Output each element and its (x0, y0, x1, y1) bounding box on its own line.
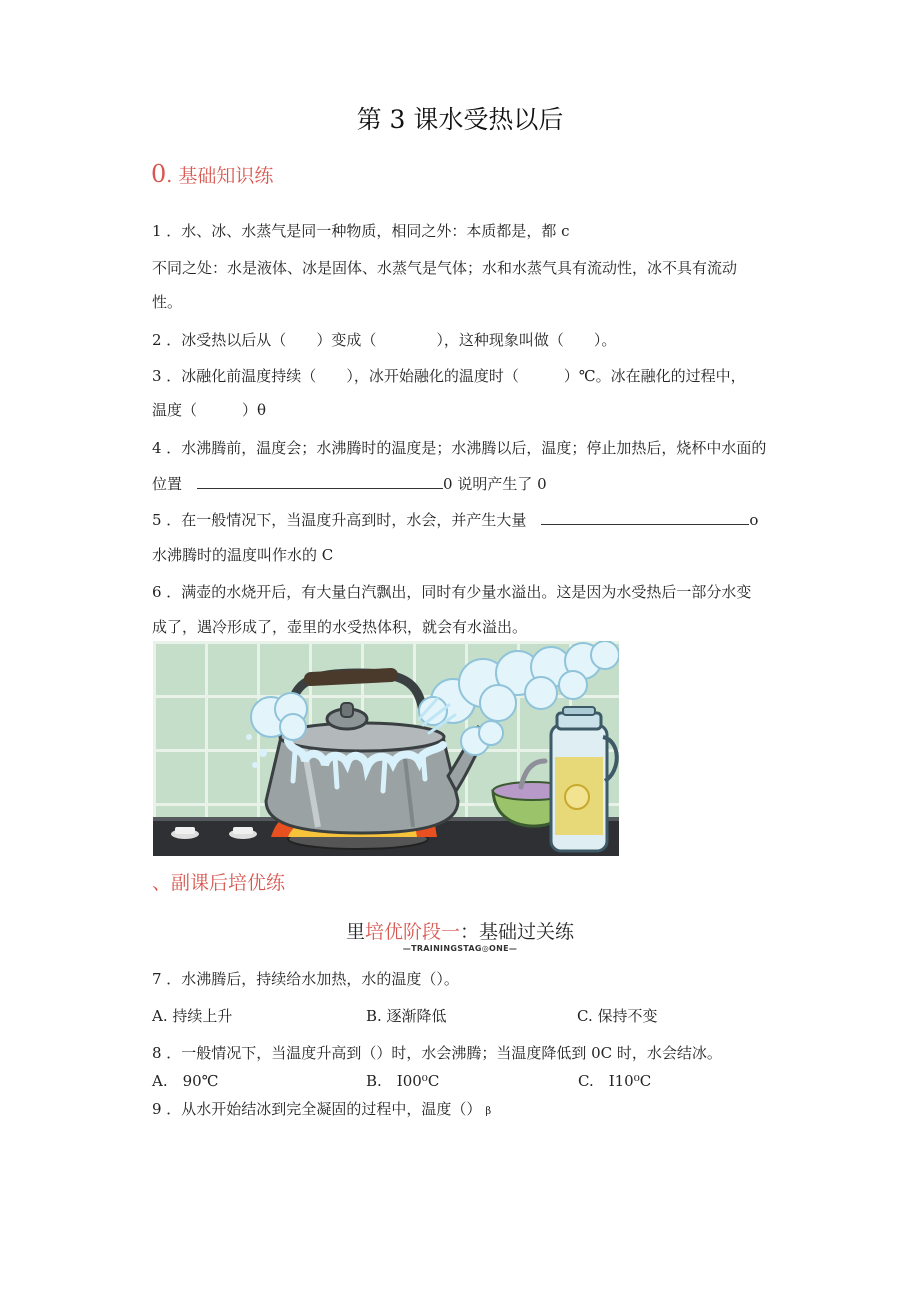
question-6-line-1: 6 ．满壶的水烧开后，有大量白汽飘出，同时有少量水溢出。这是因为水受热后一部分水变 (152, 583, 752, 601)
answer-blank[interactable] (541, 510, 749, 525)
question-7: 7 ．水沸腾后，持续给水加热，水的温度（）。 (152, 970, 459, 988)
question-9 (152, 1099, 491, 1122)
question-4-line-1: 4 ．水沸腾前，温度会；水沸腾时的温度是；水沸腾以后，温度；停止加热后，烧杯中水面的 (152, 439, 767, 457)
question-9-text: 9 ．从水开始结冰到完全凝固的过程中，温度（） (152, 1100, 482, 1118)
question-7-option-c[interactable]: C. 保持不变 (577, 1007, 658, 1025)
question-8: 8 ．一般情况下，当温度升高到（）时，水会沸腾；当温度降低到 0C 时，水会结冰。 (152, 1044, 722, 1062)
question-4-prefix: 位置 (152, 475, 183, 493)
question-6-line-2: 成了，遇冷形成了，壶里的水受热体积，就会有水溢出。 (152, 618, 528, 636)
question-5-line-2: 水沸腾时的温度叫作水的 C (152, 546, 334, 564)
question-9-tail: β (485, 1106, 492, 1117)
stage-label-red: 培优阶段一 (364, 921, 460, 943)
stage-label-rest: ：基础过关练 (460, 921, 575, 943)
answer-blank[interactable] (197, 474, 443, 489)
question-5-line-1 (152, 510, 758, 530)
stage-subtitle: —TRAININGSTAG◎ONE— (402, 944, 518, 953)
section-heading-after-class: 、副课后培优练 (152, 872, 286, 894)
question-4-suffix: 0 说明产生了 0 (443, 475, 547, 493)
stage-heading (0, 917, 920, 944)
stage-prefix: 里 (345, 921, 365, 943)
question-7-option-a[interactable]: A. 持续上升 (152, 1007, 233, 1025)
question-4-line-2 (152, 474, 547, 494)
question-3-line-1: 3 ．冰融化前温度持续（ ），冰开始融化的温度时（ ）℃。冰在融化的过程中， (152, 367, 746, 385)
page-title: 第 3 课水受热以后 (356, 105, 564, 134)
question-1-line-3: 性。 (152, 293, 183, 311)
section-number: 0 (151, 160, 167, 188)
section-heading-basic (151, 160, 273, 188)
kettle-illustration (153, 641, 619, 856)
question-8-option-c[interactable]: C. I10⁰C (578, 1072, 652, 1090)
question-1-line-1: 1 ．水、冰、水蒸气是同一种物质，相同之外：本质都是，都 c (152, 222, 570, 240)
section-label: . 基础知识练 (166, 165, 274, 187)
question-7-option-b[interactable]: B. 逐渐降低 (366, 1007, 447, 1025)
question-5-text: 5 ．在一般情况下，当温度升高到时，水会，并产生大量 (152, 511, 527, 529)
question-5-suffix: o (749, 511, 759, 529)
question-8-option-b[interactable]: B. I00⁰C (366, 1072, 440, 1090)
question-2: 2 ．冰受热以后从（ ）变成（ ），这种现象叫做（ ）。 (152, 331, 617, 349)
question-3-line-2: 温度（ ）θ (152, 401, 267, 419)
question-1-line-2: 不同之处：水是液体、冰是固体、水蒸气是气体；水和水蒸气具有流动性，冰不具有流动 (152, 259, 738, 277)
question-8-option-a[interactable]: A. 90℃ (152, 1072, 219, 1090)
